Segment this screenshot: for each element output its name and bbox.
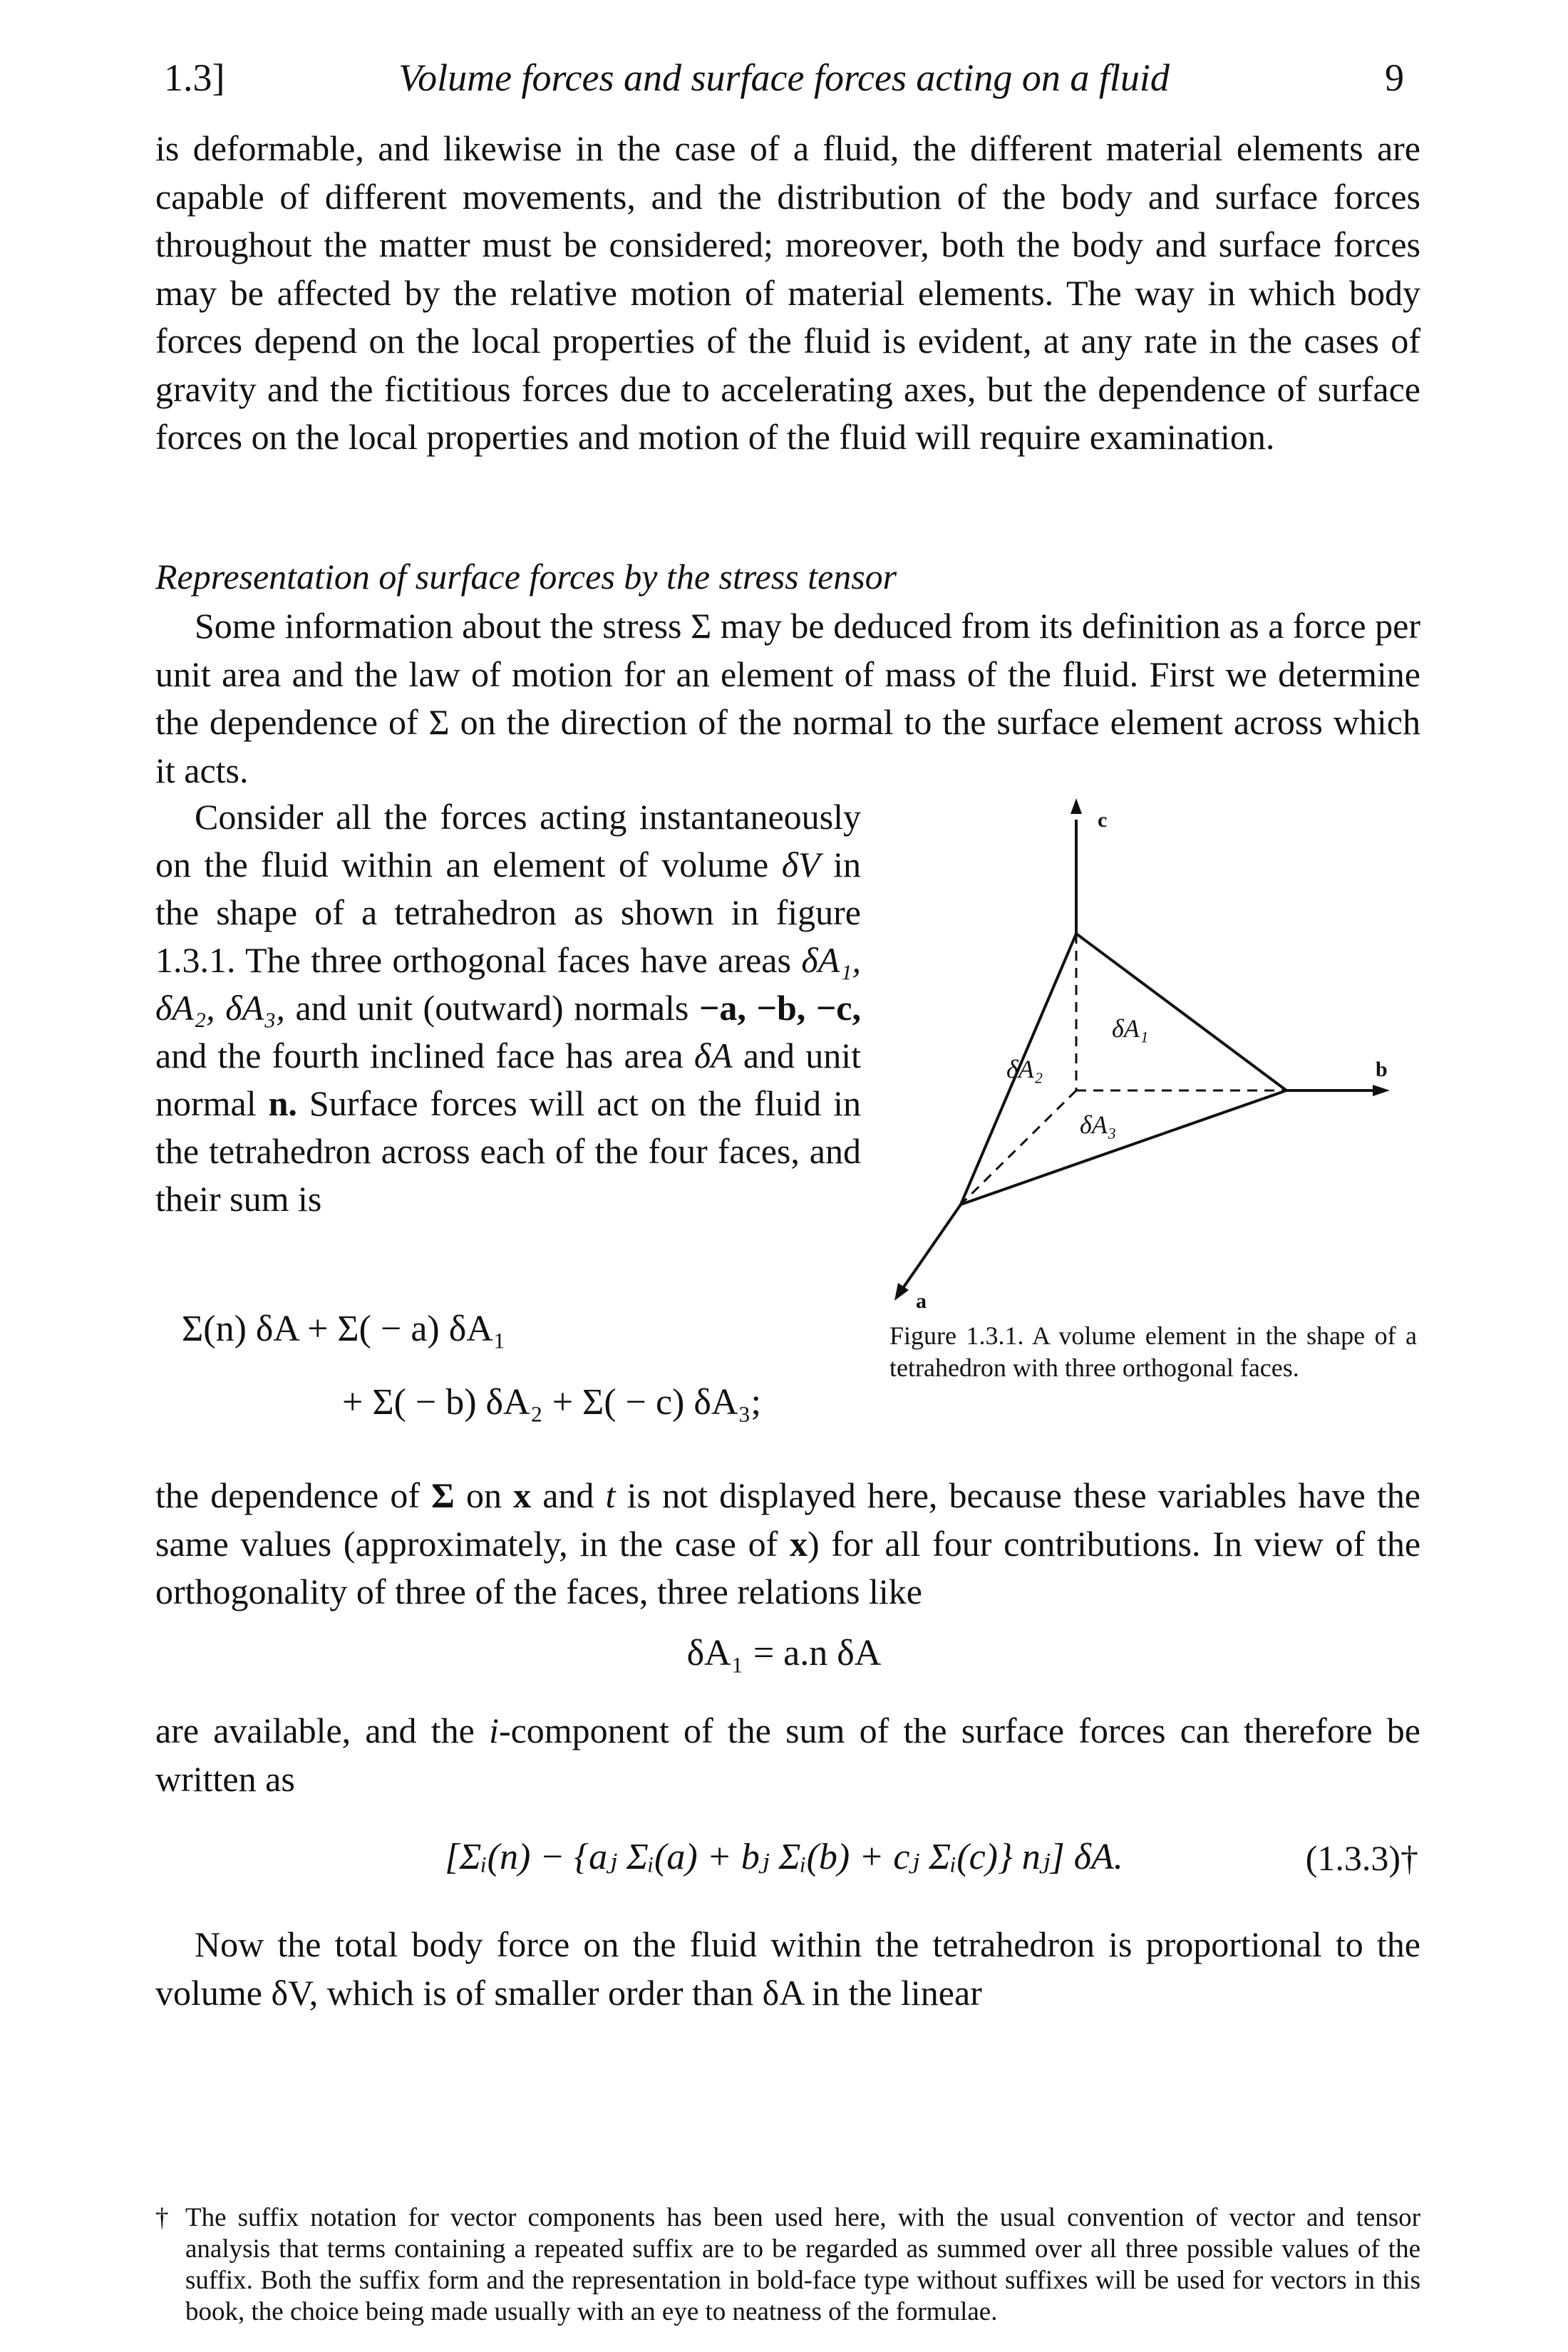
label-dA3: δA₃ xyxy=(1080,1110,1117,1139)
p5-i: i xyxy=(489,1711,499,1750)
p3-n: n. xyxy=(268,1083,297,1123)
p4-sigma: Σ xyxy=(431,1475,455,1515)
p4-text-4: is not displayed here, because these variables have the same values (approximately, in the case of xyxy=(155,1475,1420,1564)
p3-dV: δV xyxy=(781,845,820,884)
p3-areas: δA₁, δA₂, δA₃, xyxy=(155,940,861,1028)
p3-normals: −a, −b, −c, xyxy=(698,988,861,1028)
running-title: Volume forces and surface forces acting on a fluid xyxy=(398,56,1170,99)
p3-text-5: and unit normal xyxy=(155,1036,861,1123)
edge-c-b xyxy=(1076,934,1286,1090)
p5-text-2: -component of the sum of the surface forces can therefore be written as xyxy=(155,1711,1420,1799)
label-c: c xyxy=(1098,808,1108,832)
tetrahedron-figure xyxy=(877,798,1418,1319)
p3-text-2: in the shape of a tetrahedron as shown in figure 1.3.1. The three orthogonal faces have areas xyxy=(155,845,861,980)
paragraph-2: Some information about the stress Σ may be deduced from its definition as a force per unit area and the law of motion for an element of mass of the fluid. First we determine the dependence of Σ on the direction of the normal to the surface element across which it acts. xyxy=(155,606,1420,790)
arrow-c-icon xyxy=(1071,798,1082,814)
sum-equation-line-1: Σ(n) δA + Σ( − a) δA₁ xyxy=(182,1309,506,1349)
main-equation: [Σᵢ(n) − {aⱼ Σᵢ(a) + bⱼ Σᵢ(b) + cⱼ Σᵢ(c)} nⱼ] δA. xyxy=(445,1837,1123,1877)
hidden-edge-diagonal xyxy=(961,1090,1076,1205)
p3-text-6: Surface forces will act on the fluid in the tetrahedron across each of the four faces, and their sum is xyxy=(155,1083,861,1219)
paragraph-3 xyxy=(155,793,861,1223)
arrow-b-icon xyxy=(1373,1085,1390,1096)
equation-number: (1.3.3)† xyxy=(1305,1838,1418,1878)
paragraph-1: is deformable, and likewise in the case of a fluid, the different material elements are capable of different movements, and the distribution of the body and surface forces throughout the matter must be considered; moreover, both the body and surface forces may be affected by the relative motion of material elements. The way in which body forces depend on the local properties of the fluid is evident, at any rate in the cases of gravity and the fictitious forces due to accelerating axes, but the dependence of surface forces on the local properties and motion of the fluid will require examination. xyxy=(155,128,1420,457)
tetrahedron-edges xyxy=(894,798,1390,1301)
label-dA2: δA₂ xyxy=(1006,1055,1043,1083)
footnote-text: The suffix notation for vector components has been used here, with the usual convention of vector and tensor analysis that terms containing a repeated suffix are to be regarded as summed over all three possible values of the suffix. Both the suffix form and the representation in bold-face type without suffixes will be used for vectors in this book, the choice being made usually with an eye to neatness of the formulae. xyxy=(185,2203,1420,2326)
p4-text-2: on xyxy=(454,1475,514,1515)
running-header xyxy=(164,56,1404,113)
paragraph-6: Now the total body force on the fluid within the tetrahedron is proportional to the volume δV, which is of smaller order than δA in the linear xyxy=(155,1924,1420,2013)
paragraph-4 xyxy=(155,1472,1420,1616)
arrow-a-icon xyxy=(894,1283,909,1301)
p4-text-5: ) for all four contributions. In view of the orthogonality of three of the faces, three relations like xyxy=(155,1523,1421,1611)
edge-a-b xyxy=(961,1090,1286,1205)
p4-x: x xyxy=(513,1475,532,1515)
p4-x2: x xyxy=(789,1523,808,1564)
p5-text-1: are available, and the xyxy=(155,1711,490,1750)
figure-caption: Figure 1.3.1. A volume element in the shape of a tetrahedron with three orthogonal faces. xyxy=(889,1321,1417,1382)
section-subheading: Representation of surface forces by the stress tensor xyxy=(155,557,897,597)
footnote xyxy=(155,2202,1420,2328)
label-a: a xyxy=(916,1289,927,1313)
p3-text-1: Consider all the forces acting instantaneously on the fluid within an element of volume xyxy=(155,797,861,884)
edge-a-axis xyxy=(902,1205,961,1290)
relation-equation: δA₁ = a.n δA xyxy=(686,1633,882,1673)
p4-text-1: the dependence of xyxy=(155,1475,432,1515)
p3-text-3: and unit (outward) normals xyxy=(284,988,699,1028)
paragraph-5 xyxy=(155,1707,1420,1803)
page-number: 9 xyxy=(1385,56,1404,99)
section-number: 1.3] xyxy=(164,56,225,99)
p4-text-3: and xyxy=(531,1475,606,1515)
label-b: b xyxy=(1376,1058,1388,1081)
p3-dA: δA xyxy=(693,1036,733,1076)
footnote-mark: † xyxy=(155,2203,169,2232)
p3-text-4: and the fourth inclined face has area xyxy=(155,1036,694,1076)
p4-t: t xyxy=(605,1475,616,1515)
label-dA1: δA₁ xyxy=(1112,1014,1149,1043)
sum-equation-line-2: + Σ( − b) δA₂ + Σ( − c) δA₃; xyxy=(342,1382,761,1423)
